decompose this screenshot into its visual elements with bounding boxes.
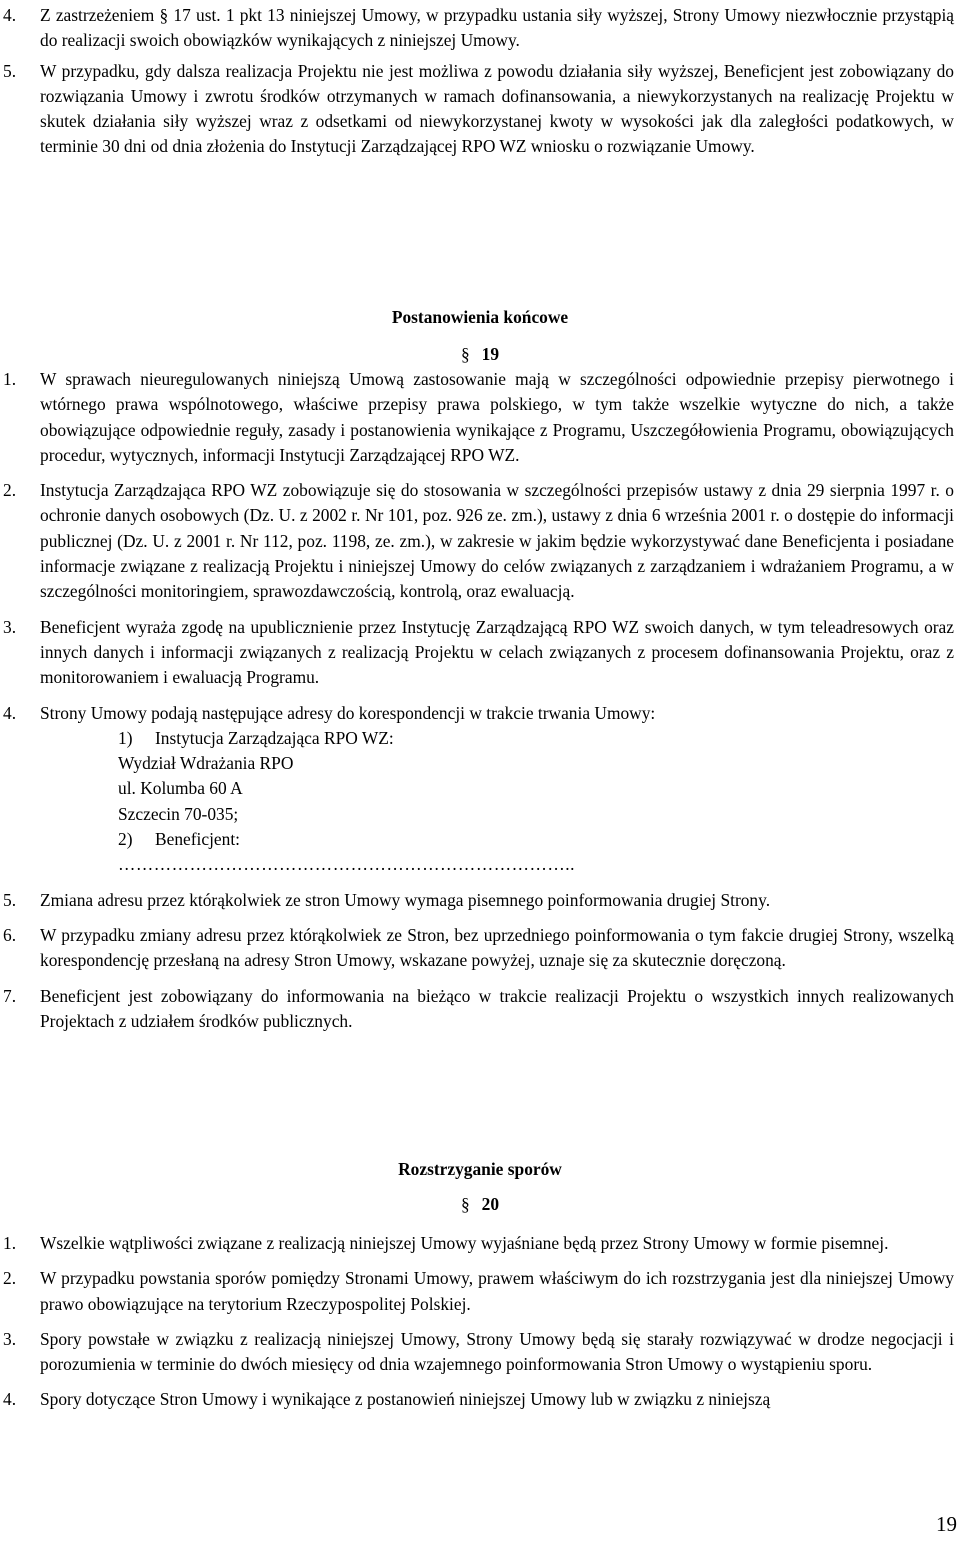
item-text: Beneficjent wyraża zgodę na upublicznienie przez Instytucję Zarządzającą RPO WZ swoich danych, w tym teleadresowych oraz innych danych i informacji związanych z realizacją Projektu w celach związanych z procesem dofinansowania Projektu, oraz z monitorowaniem i ewaluacją Programu. — [40, 616, 954, 688]
item-text: Spory powstałe w związku z realizacją niniejszej Umowy, Strony Umowy będą się starały rozwiązywać w drodze negocjacji i porozumienia w terminie do dwóch miesięcy od dnia wzajemnego poinformowania Stron Umowy o wystąpieniu sporu. — [40, 1328, 954, 1375]
address-block — [118, 726, 954, 878]
item-number: 5. — [3, 60, 17, 81]
party-label: Beneficjent: — [155, 829, 240, 850]
list-item — [3, 888, 954, 913]
item-number: 7. — [3, 985, 17, 1006]
item-text: Instytucja Zarządzająca RPO WZ zobowiązuje się do stosowania w szczególności przepisów ustawy z dnia 29 sierpnia 1997 r. o ochronie danych osobowych (Dz. U. z 2002 r. Nr 101, poz. 926 ze. zm.), ustawy z dnia 6 września 2001 r. o dostępie do informacji publicznej (Dz. U. z 2001 r. Nr 112, poz. 1198, ze. zm.), w zakresie w jakim będzie wykorzystywać dane Beneficjenta i posiadane informacje związane z realizacją Projektu i niniejszej Umowy do celów związanych z zarządzaniem i wdrażaniem Programu, a w szczególności monitoringiem, sprawozdawczością, kontrolą, oraz ewaluacją. — [40, 480, 954, 602]
paragraph-number: 20 — [481, 1194, 500, 1214]
item-number: 4. — [3, 1389, 17, 1410]
item-text: W przypadku, gdy dalsza realizacja Projektu nie jest możliwa z powodu działania siły wyższej, Beneficjent jest zobowiązany do rozwiązania Umowy i zwrotu środków otrzymanych w ramach dofinansowania, a niewykorzystanych na realizację Projektu w skutek działania siły wyższej wraz z odsetkami od niewykorzystanej kwoty w wysokości jak dla zaległości podatkowych, w terminie 30 dni od dnia złożenia do Instytucji Zarządzającej RPO WZ wniosku o rozwiązanie Umowy. — [40, 60, 954, 157]
section-heading-final: Postanowienia końcowe — [391, 307, 569, 327]
list-item — [3, 478, 954, 604]
party-number: 2) — [118, 829, 133, 850]
disputes-list — [0, 1231, 954, 1413]
address-street: ul. Kolumba 60 A — [118, 778, 243, 799]
item-body — [40, 701, 954, 878]
final-provisions-list — [0, 367, 954, 1034]
address-department: Wydział Wdrażania RPO — [118, 753, 294, 774]
list-item — [3, 1327, 954, 1378]
item-text: Strony Umowy podają następujące adresy do korespondencji w trakcie trwania Umowy: — [40, 702, 656, 723]
list-item — [3, 984, 954, 1035]
address-city: Szczecin 70-035; — [118, 803, 239, 824]
section-heading-disputes: Rozstrzyganie sporów — [398, 1159, 562, 1179]
item-number: 6. — [3, 924, 17, 945]
item-number: 2. — [3, 1268, 17, 1289]
item-number: 4. — [3, 5, 17, 25]
list-item — [3, 615, 954, 691]
list-item — [3, 59, 954, 160]
page-number: 19 — [936, 1512, 957, 1536]
item-text: W przypadku zmiany adresu przez którąkolwiek ze Stron, bez uprzedniego poinformowania o tym fakcie drugiej Strony, wszelką korespondencję przesłaną na adresy Stron Umowy, wskazane powyżej, uznaje się za skutecznie doręczoną. — [40, 924, 954, 971]
item-number: 2. — [3, 480, 17, 501]
item-text: Zmiana adresu przez którąkolwiek ze stron Umowy wymaga pisemnego poinformowania drugiej Strony. — [40, 889, 771, 910]
section-sign-icon: § — [460, 1194, 470, 1214]
item-number: 5. — [3, 889, 17, 910]
address-party-1 — [118, 726, 954, 751]
paragraph-number-20 — [0, 1192, 960, 1217]
item-number: 3. — [3, 616, 17, 637]
item-number: 3. — [3, 1328, 17, 1349]
list-item — [3, 701, 954, 878]
item-text: Beneficjent jest zobowiązany do informowania na bieżąco w trakcie realizacji Projektu o wszystkich innych realizowanych Projektach z udziałem środków publicznych. — [40, 985, 954, 1031]
party-number: 1) — [118, 727, 133, 748]
list-item — [3, 367, 954, 468]
party-label: Instytucja Zarządzająca RPO WZ: — [155, 727, 394, 748]
item-text: Z zastrzeżeniem § 17 ust. 1 pkt 13 niniejszej Umowy, w przypadku ustania siły wyższej, Strony Umowy niezwłocznie przystąpią do realizacji swoich obowiązków wynikających z niniejszej Umowy. — [40, 5, 954, 51]
item-number: 1. — [3, 1233, 17, 1253]
list-item — [3, 3, 954, 54]
address-party-2 — [118, 827, 954, 852]
list-item — [3, 1266, 954, 1317]
item-text: W przypadku powstania sporów pomiędzy Stronami Umowy, prawem właściwym do ich rozstrzygania jest dla niniejszej Umowy prawo obowiązujące na terytorium Rzeczypospolitej Polskiej. — [40, 1268, 954, 1314]
list-item — [3, 1231, 954, 1256]
paragraph-number-19 — [0, 342, 960, 367]
item-number: 4. — [3, 702, 17, 723]
item-number: 1. — [3, 369, 17, 389]
address-placeholder-dots: ………………………………………………………………….. — [118, 854, 575, 875]
item-text: Wszelkie wątpliwości związane z realizacją niniejszej Umowy wyjaśniane będą przez Strony Umowy w formie pisemnej. — [40, 1233, 889, 1253]
previous-section-list — [0, 3, 954, 160]
section-sign-icon: § — [460, 344, 470, 364]
item-text: W sprawach nieuregulowanych niniejszą Umową zastosowanie mają w szczególności odpowiednie przepisy pierwotnego i wtórnego prawa wspólnotowego, właściwe przepisy prawa polskiego, w tym także wszelkie wytyczne do nich, a także obowiązujące odpowiednie reguły, zasady i postanowienia wynikające z Programu, Uszczegółowienia Programu, obowiązujących procedur, wytycznych, informacji Instytucji Zarządzającej RPO WZ. — [40, 369, 954, 465]
list-item — [3, 1387, 954, 1412]
item-text: Spory dotyczące Stron Umowy i wynikające z postanowień niniejszej Umowy lub w związku z niniejszą — [40, 1389, 771, 1410]
list-item — [3, 923, 954, 974]
paragraph-number: 19 — [481, 344, 500, 364]
